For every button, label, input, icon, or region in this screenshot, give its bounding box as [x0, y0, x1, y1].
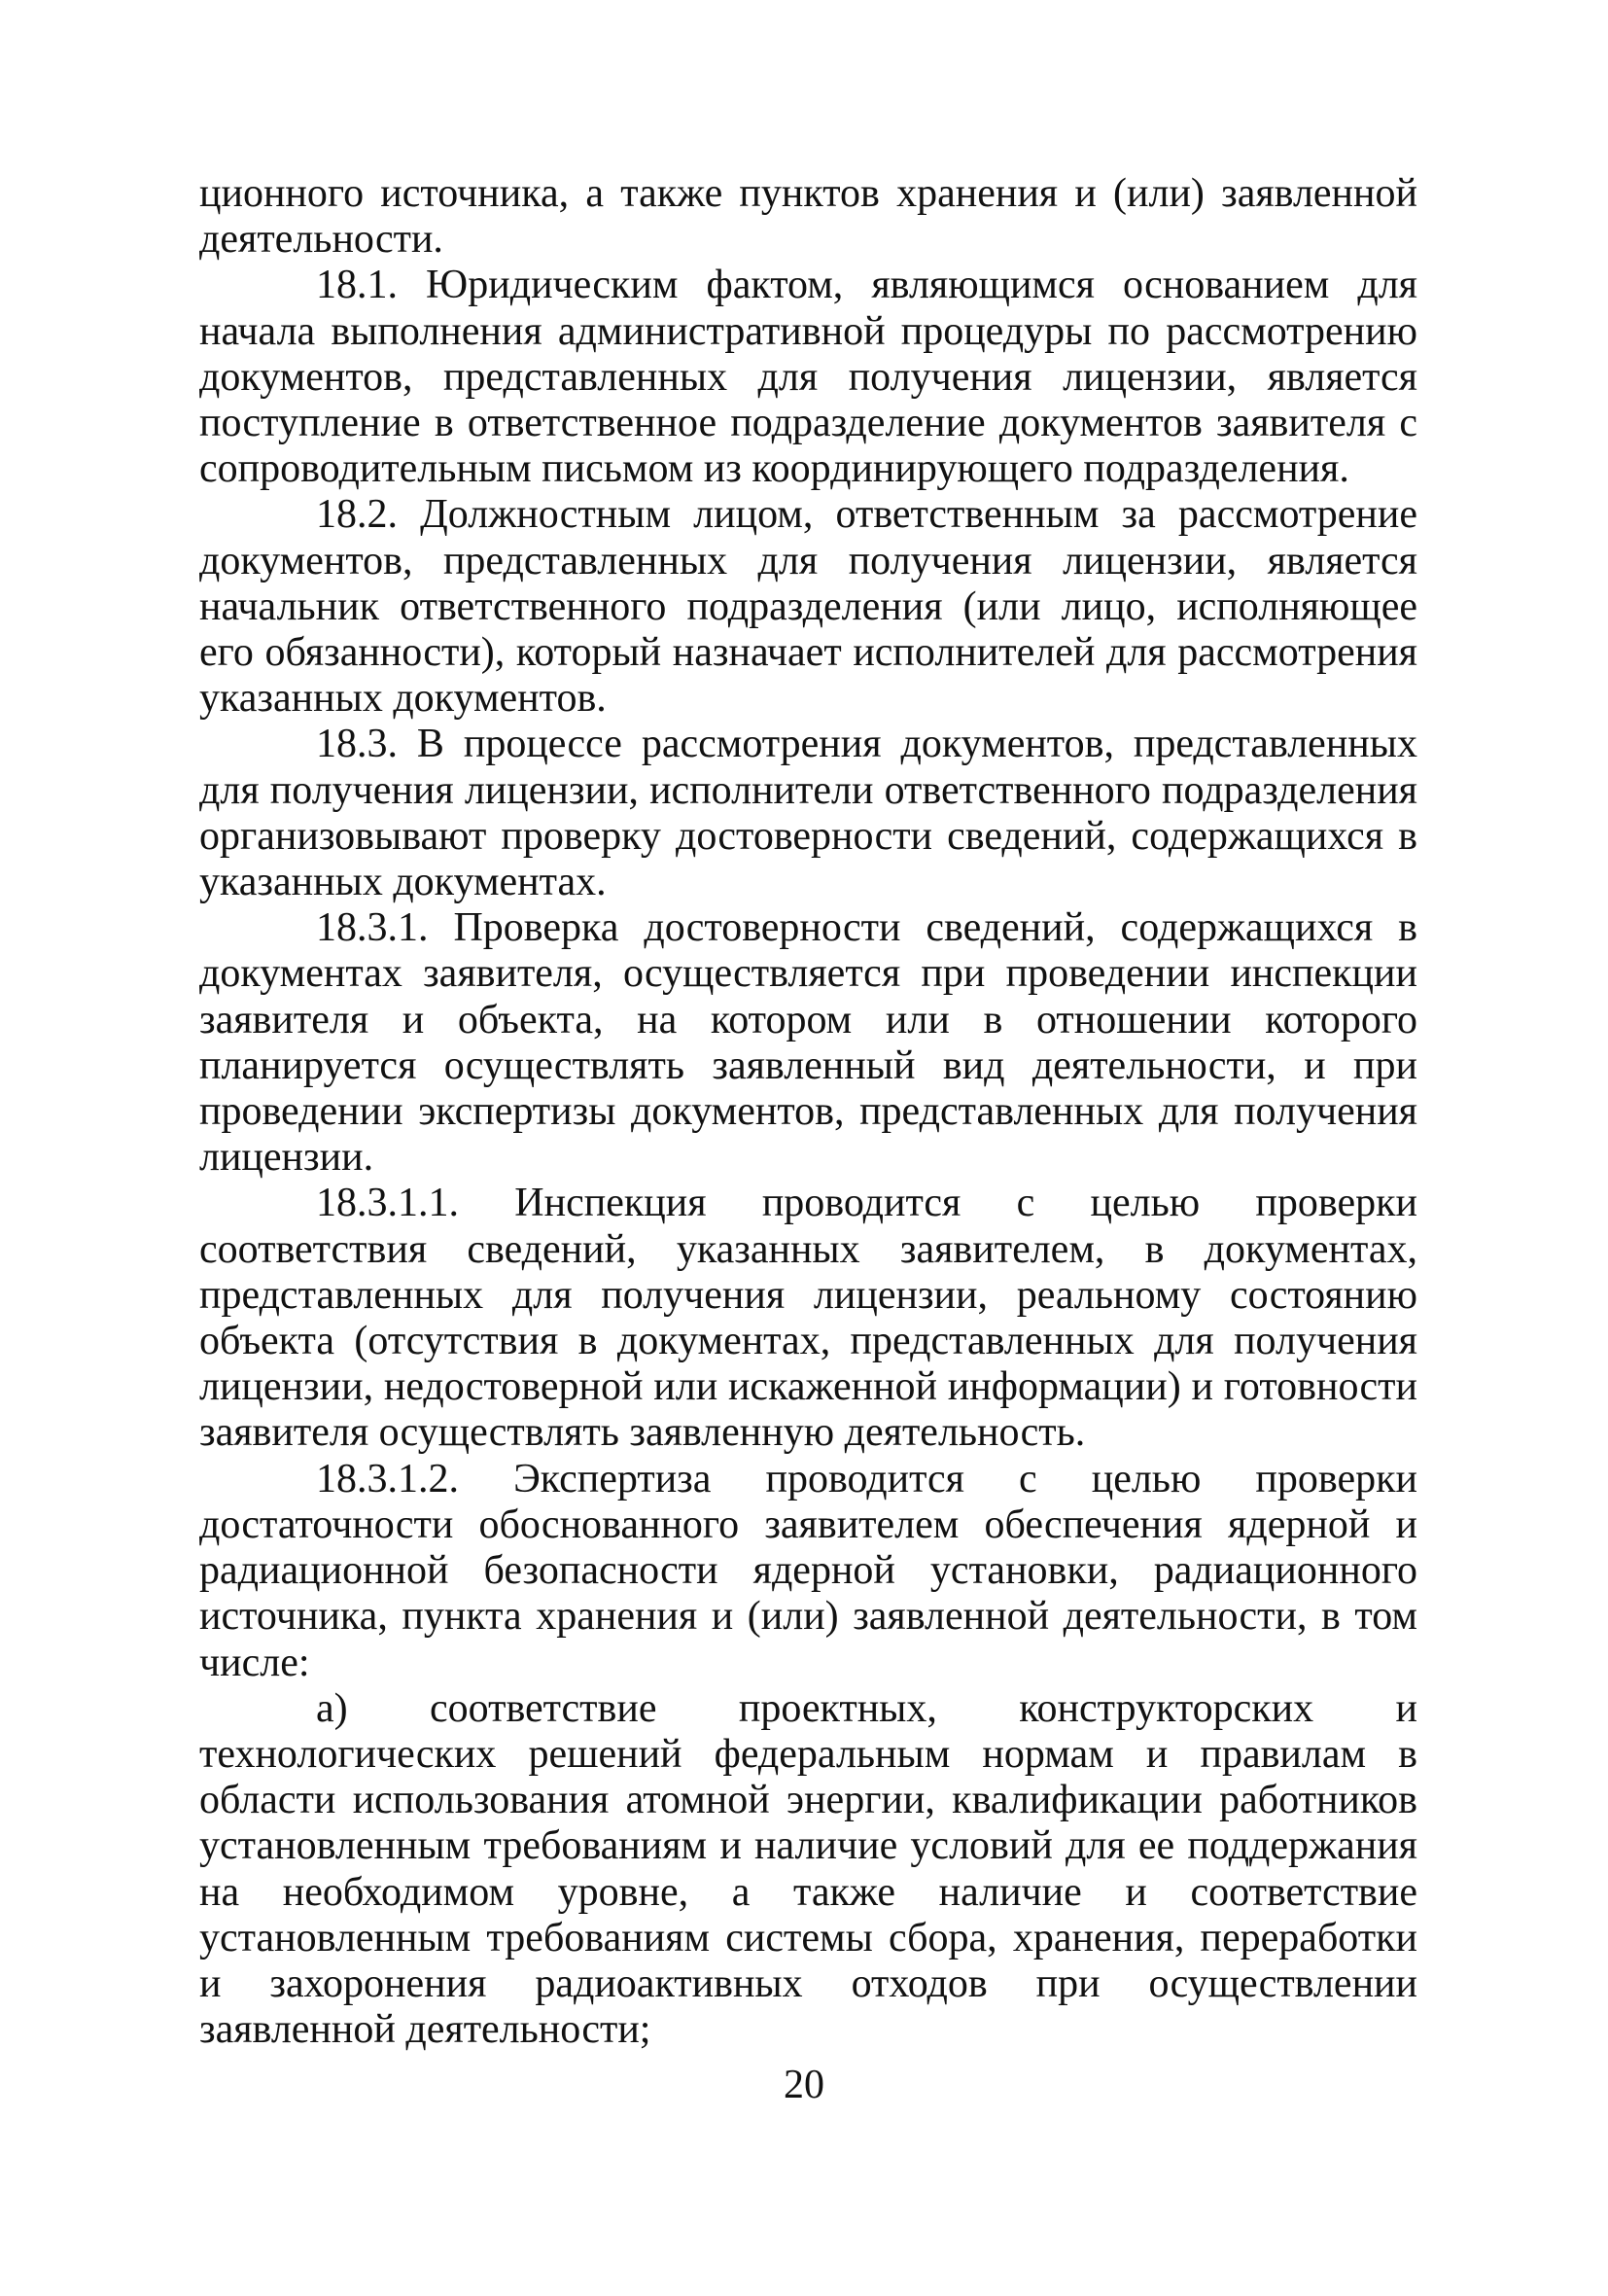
- paragraph-continuation: ционного источника, а также пунктов хранения и (или) заявленной деятельности.: [199, 171, 1417, 263]
- paragraph-18-3-1-2: 18.3.1.2. Экспертиза проводится с целью проверки достаточности обоснованного заявителем обеспечения ядерной и радиационной безопасности ядерной установки, радиационного источника, пункта хранения и (или) заявленной деятельности, в том числе:: [199, 1456, 1417, 1685]
- paragraph-18-1: 18.1. Юридическим фактом, являющимся основанием для начала выполнения административной процедуры по рассмотрению документов, представленных для получения лицензии, является поступление в ответственное подразделение документов заявителя с сопроводительным письмом из координирующего подразделения.: [199, 263, 1417, 492]
- document-body: [199, 171, 1417, 2053]
- page-number: 20: [784, 2063, 824, 2107]
- paragraph-18-3-1-1: 18.3.1.1. Инспекция проводится с целью проверки соответствия сведений, указанных заявителем, в документах, представленных для получения лицензии, реальному состоянию объекта (отсутствия в документах, представленных для получения лицензии, недостоверной или искаженной информации) и готовности заявителя осуществлять заявленную деятельность.: [199, 1181, 1417, 1456]
- paragraph-item-a: а) соответствие проектных, конструкторских и технологических решений федеральным нормам и правилам в области использования атомной энергии, квалификации работников установленным требованиям и наличие условий для ее поддержания на необходимом уровне, а также наличие и соответствие установленным требованиям системы сбора, хранения, переработки и захоронения радиоактивных отходов при осуществлении заявленной деятельности;: [199, 1685, 1417, 2053]
- paragraph-18-3-1: 18.3.1. Проверка достоверности сведений, содержащихся в документах заявителя, осуществляется при проведении инспекции заявителя и объекта, на котором или в отношении которого планируется осуществлять заявленный вид деятельности, и при проведении экспертизы документов, представленных для получения лицензии.: [199, 905, 1417, 1181]
- paragraph-18-2: 18.2. Должностным лицом, ответственным за рассмотрение документов, представленных для получения лицензии, является начальник ответственного подразделения (или лицо, исполняющее его обязанности), который назначает исполнителей для рассмотрения указанных документов.: [199, 492, 1417, 722]
- paragraph-18-3: 18.3. В процессе рассмотрения документов, представленных для получения лицензии, исполнители ответственного подразделения организовывают проверку достоверности сведений, содержащихся в указанных документах.: [199, 722, 1417, 905]
